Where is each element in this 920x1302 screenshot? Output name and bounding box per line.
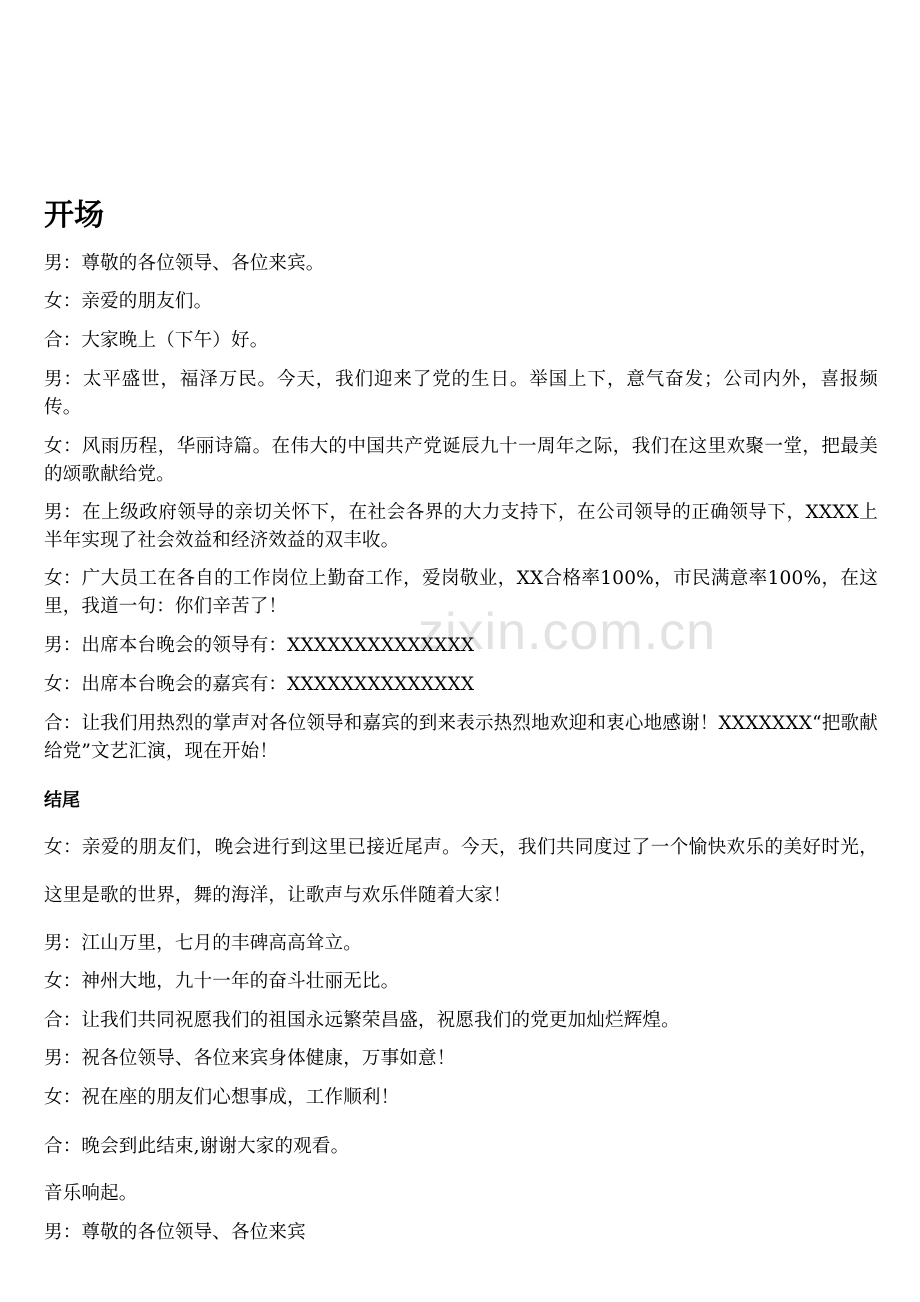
opening-line-7: 女：广大员工在各自的工作岗位上勤奋工作，爱岗敬业，XX合格率100%，市民满意率100%，在这里，我道一句：你们辛苦了！ (44, 568, 878, 617)
opening-line-2: 女：亲爱的朋友们。 (44, 291, 213, 312)
closing-line-8: 音乐响起。 (44, 1183, 138, 1204)
closing-line-6: 女：祝在座的朋友们心想事成，工作顺利！ (44, 1087, 400, 1108)
document-page (44, 0, 878, 1302)
closing-line-1: 女：亲爱的朋友们，晚会进行到这里已接近尾声。今天，我们共同度过了一个愉快欢乐的美好时光，这里是歌的世界，舞的海洋，让歌声与欢乐伴随着大家！ (44, 837, 878, 906)
opening-line-4: 男：太平盛世，福泽万民。今天，我们迎来了党的生日。举国上下，意气奋发；公司内外，喜报频传。 (44, 369, 878, 418)
closing-heading: 结尾 (44, 790, 80, 811)
closing-line-7: 合：晚会到此结束,谢谢大家的观看。 (44, 1136, 350, 1157)
opening-line-1: 男：尊敬的各位领导、各位来宾。 (44, 253, 325, 274)
opening-line-6: 男：在上级政府领导的亲切关怀下，在社会各界的大力支持下，在公司领导的正确领导下，XXXX上半年实现了社会效益和经济效益的双丰收。 (44, 502, 878, 551)
closing-line-4: 合：让我们共同祝愿我们的祖国永远繁荣昌盛，祝愿我们的党更加灿烂辉煌。 (44, 1010, 680, 1031)
opening-line-8: 男：出席本台晚会的领导有：XXXXXXXXXXXXXX (44, 635, 475, 656)
opening-line-10: 合：让我们用热烈的掌声对各位领导和嘉宾的到来表示热烈地欢迎和衷心地感谢！XXXXXXX“把歌献给党”文艺汇演，现在开始！ (44, 713, 878, 762)
opening-line-3: 合：大家晚上（下午）好。 (44, 330, 269, 351)
closing-line-5: 男：祝各位领导、各位来宾身体健康，万事如意！ (44, 1048, 456, 1069)
opening-heading: 开场 (44, 198, 104, 233)
watermark: zixin.com.cn (418, 603, 717, 661)
closing-line-9: 男：尊敬的各位领导、各位来宾 (44, 1222, 306, 1243)
opening-line-5: 女：风雨历程，华丽诗篇。在伟大的中国共产党诞辰九十一周年之际，我们在这里欢聚一堂，把最美的颂歌献给党。 (44, 436, 878, 485)
closing-line-3: 女：神州大地，九十一年的奋斗壮丽无比。 (44, 971, 400, 992)
closing-line-2: 男：江山万里，七月的丰碑高高耸立。 (44, 933, 362, 954)
opening-line-9: 女：出席本台晚会的嘉宾有：XXXXXXXXXXXXXX (44, 674, 475, 695)
